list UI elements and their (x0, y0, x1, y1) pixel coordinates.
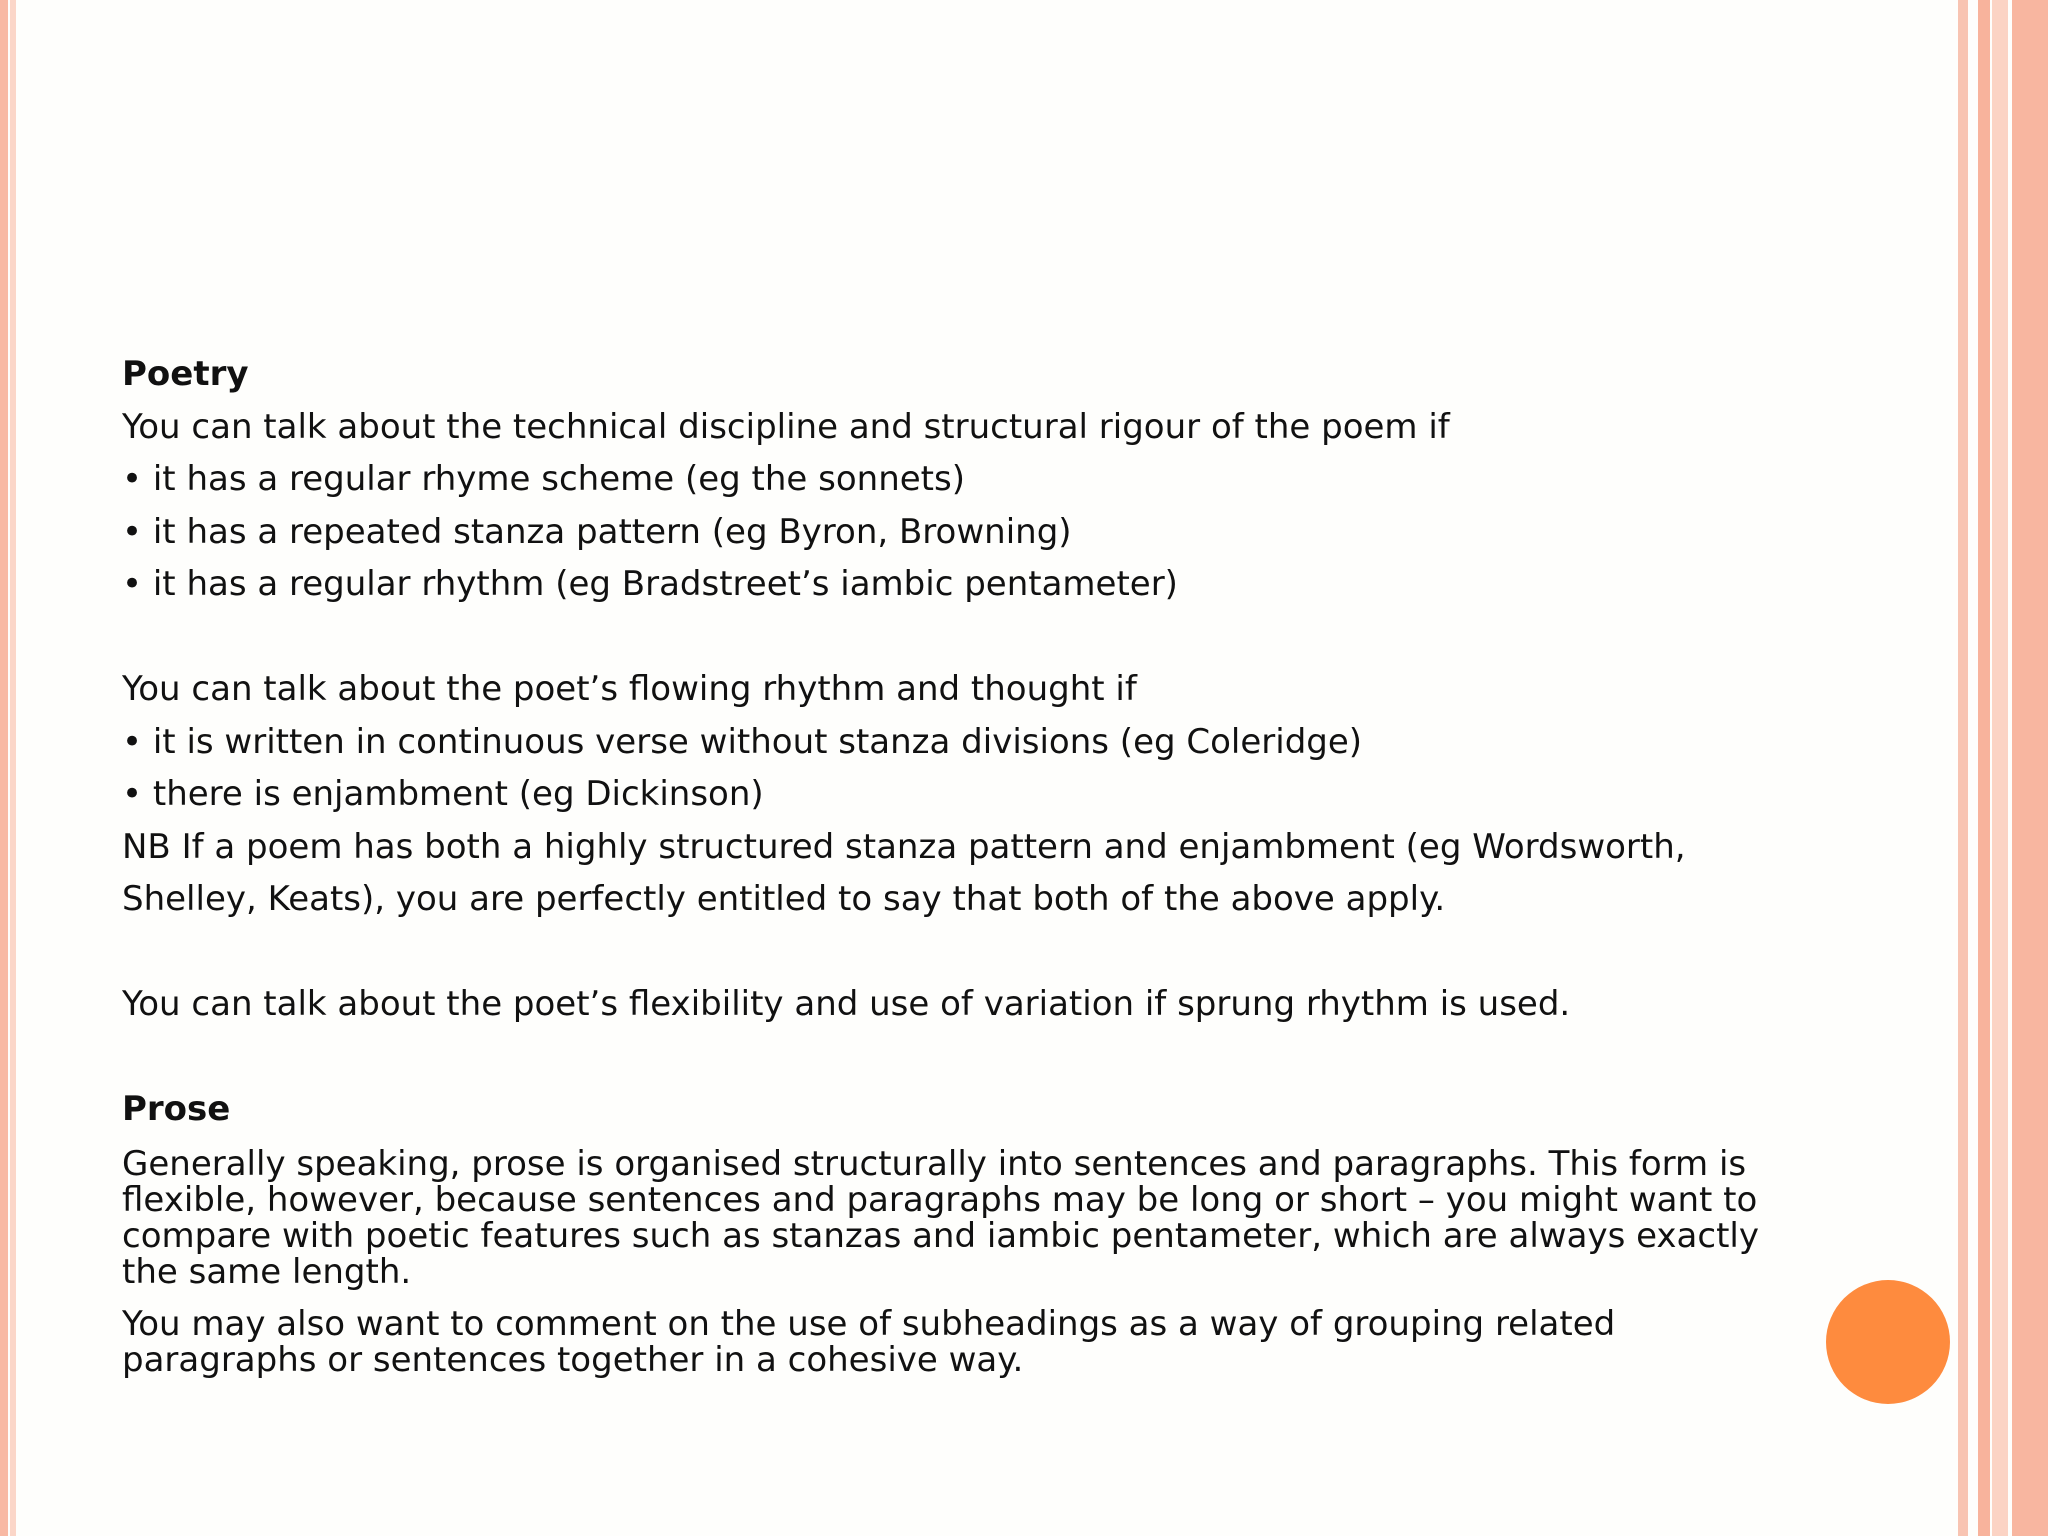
spacer (122, 926, 1762, 979)
nb-note-line-2: Shelley, Keats), you are perfectly entitled to say that both of the above apply. (122, 879, 1446, 919)
prose-paragraph-structure: Generally speaking, prose is organised structurally into sentences and paragraphs. This form is flexible, however, because sentences and paragraphs may be long or short – you might want to compare with poetic features such as stanzas and iambic pentameter, which are always exactly the same length. (122, 1143, 1759, 1292)
bullet-regular-rhythm: • it has a regular rhythm (eg Bradstreet’s iambic pentameter) (122, 564, 1178, 604)
spacer (122, 611, 1762, 664)
slide-body (122, 348, 1762, 1378)
poetry-intro-flowing: You can talk about the poet’s flowing rhythm and thought if (122, 669, 1137, 709)
sprung-rhythm-note: You can talk about the poet’s flexibility and use of variation if sprung rhythm is used. (122, 984, 1571, 1024)
bullet-stanza-pattern: • it has a repeated stanza pattern (eg Byron, Browning) (122, 511, 1072, 552)
decorative-orange-circle (1826, 1280, 1950, 1404)
nb-note-line-1: NB If a poem has both a highly structured stanza pattern and enjambment (eg Wordsworth, (122, 826, 1686, 867)
poetry-intro-discipline: You can talk about the technical discipline and structural rigour of the poem if (122, 406, 1450, 447)
prose-heading: Prose (122, 1089, 231, 1129)
right-border-stripe-3 (1992, 0, 2008, 1536)
bullet-continuous-verse: • it is written in continuous verse without stanza divisions (eg Coleridge) (122, 721, 1363, 762)
bullet-enjambment: • there is enjambment (eg Dickinson) (122, 774, 764, 814)
right-border-stripe-4 (2012, 0, 2048, 1536)
right-border-stripe-2 (1978, 0, 1990, 1536)
left-border-stripe (0, 0, 8, 1536)
left-border-stripe-inner (10, 0, 16, 1536)
poetry-heading: Poetry (122, 354, 249, 394)
right-border-stripe-1 (1958, 0, 1968, 1536)
bullet-rhyme-scheme: • it has a regular rhyme scheme (eg the sonnets) (122, 459, 965, 499)
spacer (122, 1031, 1762, 1084)
prose-paragraph-subheadings: You may also want to comment on the use of subheadings as a way of grouping related paragraphs or sentences together in a cohesive way. (122, 1303, 1616, 1380)
